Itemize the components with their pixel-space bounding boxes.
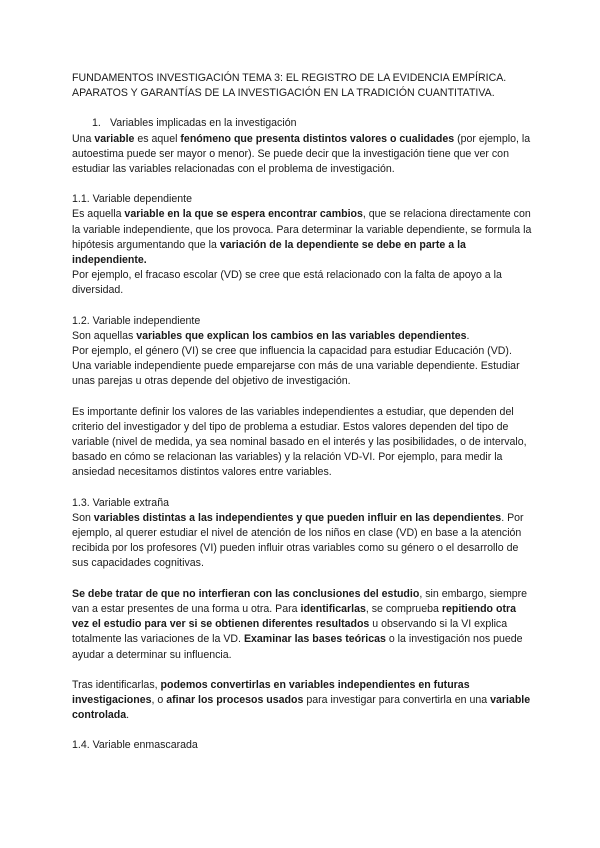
document-page bbox=[72, 71, 532, 754]
section-1-3-paragraph-3 bbox=[72, 678, 532, 724]
bold-run: identificarlas bbox=[300, 602, 366, 615]
list-item-variables bbox=[72, 116, 532, 131]
bold-run: afinar los procesos usados bbox=[166, 693, 304, 706]
bold-run: Examinar las bases teóricas bbox=[243, 633, 386, 646]
section-1-2-important: Es importante definir los valores de las variables independientes a estudiar, que dependen del criterio del investigador y del tipo de problema a estudiar. Estos valores dependen del tipo de variable (nivel de medida, ya sea nominal basado en el interés y las posibilidades, o de intervalo, basado en cómo se relacionan las variables) y la relación VD-VI. Por ejemplo, para medir la ansiedad necesitamos distintos valores entre variables. bbox=[72, 405, 527, 479]
section-1-1-example: Por ejemplo, el fracaso escolar (VD) se cree que está relacionado con la falta de apoyo a la diversidad. bbox=[72, 269, 502, 297]
text-run: , sin embargo, siempre van a estar presentes de una forma u otra. Para bbox=[72, 587, 528, 615]
text-run: Es aquella bbox=[72, 208, 125, 221]
section-heading-1-2: 1.2. Variable independiente bbox=[72, 314, 201, 327]
section-1-2-example: Por ejemplo, el género (VI) se cree que influencia la capacidad para estudiar Educación (VD). bbox=[72, 345, 512, 358]
list-text: Variables implicadas en la investigación bbox=[110, 117, 297, 130]
text-run: o la investigación nos puede ayudar a determinar su influencia. bbox=[72, 633, 523, 661]
bold-run: fenómeno que presenta distintos valores o cualidades bbox=[180, 132, 455, 145]
text-run: . Por ejemplo, al querer estudiar el nivel de atención de los niños en clase (VD) en base a la atención recibida por los profesores (VI) pueden influir otras variables como su género o el desarrollo de sus capacidades cognitivas. bbox=[72, 511, 524, 570]
text-run: . bbox=[466, 329, 470, 342]
text-run: Una bbox=[72, 132, 95, 145]
text-run: , que se relaciona directamente con la variable independiente, que los provoca. Para determinar la variable dependiente, se formula la hipótesis argumentando que la bbox=[72, 208, 532, 251]
bold-run: Se debe tratar de que no interfieran con las conclusiones del estudio bbox=[72, 587, 420, 600]
bold-run: repitiendo otra vez el estudio para ver si se obtienen diferentes resultados bbox=[72, 602, 516, 631]
text-run: u observando si la VI explica totalmente las variaciones de la VD. bbox=[72, 618, 508, 646]
section-heading-1-3: 1.3. Variable extraña bbox=[72, 496, 169, 509]
text-run: Son aquellas bbox=[72, 329, 137, 342]
bold-run: variación de la dependiente se debe en parte a la independiente. bbox=[72, 238, 466, 267]
section-heading-1-4: 1.4. Variable enmascarada bbox=[72, 739, 198, 752]
text-run: , o bbox=[151, 693, 167, 706]
text-run: (por ejemplo, la autoestima puede ser mayor o menor). Se puede decir que la investigación tiene que ver con estudiar las variables relacionadas con el problema de investigación. bbox=[72, 132, 531, 176]
bold-run: variable en la que se espera encontrar cambios bbox=[124, 208, 363, 221]
text-run: . bbox=[126, 709, 130, 722]
section-1-3-paragraph-2 bbox=[72, 587, 532, 663]
section-1-2-definition bbox=[72, 329, 532, 344]
text-run: para investigar para convertirla en una bbox=[303, 693, 491, 706]
bold-run: variables distintas a las independientes y que pueden influir en las dependientes bbox=[93, 511, 502, 524]
section-1-2-pairing: Una variable independiente puede emparejarse con más de una variable dependiente. Estudiar unas parejas u otras depende del objetivo de investigación. bbox=[72, 360, 520, 388]
bold-run: variable bbox=[94, 132, 135, 145]
text-run: Tras identificarlas, bbox=[72, 678, 161, 691]
bold-run: podemos convertirlas en variables independientes en futuras investigaciones bbox=[72, 678, 470, 706]
section-1-3-definition bbox=[72, 511, 532, 572]
intro-paragraph bbox=[72, 132, 532, 178]
section-1-1-definition bbox=[72, 207, 532, 268]
bold-run: variables que explican los cambios en las variables dependientes bbox=[136, 329, 467, 342]
section-heading-1-1: 1.1. Variable dependiente bbox=[72, 193, 192, 206]
text-run: es aquel bbox=[134, 132, 181, 145]
list-number: 1. bbox=[92, 117, 101, 130]
text-run: Son bbox=[72, 511, 94, 524]
text-run: , se comprueba bbox=[365, 602, 442, 615]
bold-run: variable controlada bbox=[72, 693, 531, 722]
document-title: FUNDAMENTOS INVESTIGACIÓN TEMA 3: EL REGISTRO DE LA EVIDENCIA EMPÍRICA. APARATOS Y GARANTÍAS DE LA INVESTIGACIÓN EN LA TRADICIÓN CUANTITATIVA. bbox=[72, 72, 507, 100]
